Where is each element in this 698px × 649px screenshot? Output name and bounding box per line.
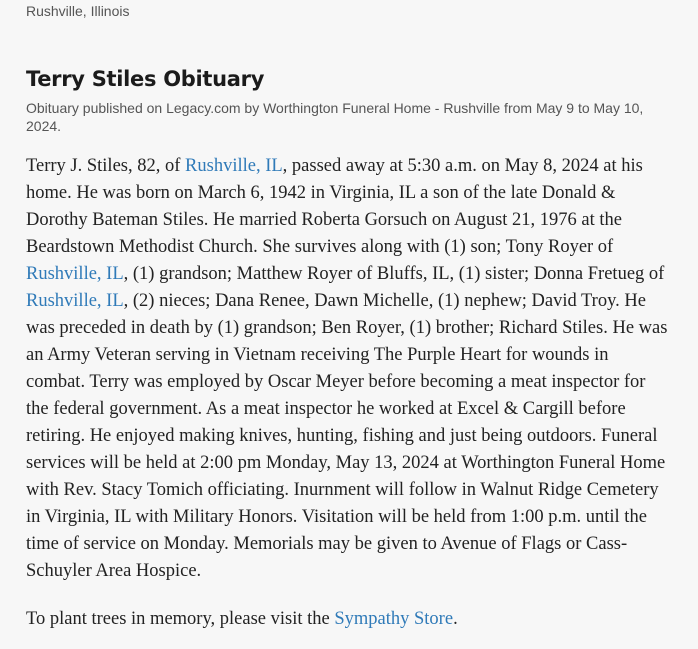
obituary-text-segment: , (2) nieces; Dana Renee, Dawn Michelle, (1) nephew; David Troy. He was preceded in death by (1) grandson; Ben Royer, (1) brother; Richard Stiles. He was an Army Veteran serving in Vietnam receiving The Purple Heart for wounds in combat. Terry was employed by Oscar Meyer before becoming a meat inspector for the federal government. As a meat inspector he worked at Excel & Cargill before retiring. He enjoyed making knives, hunting, fishing and just being outdoors. Funeral services will be held at 2:00 pm Monday, May 13, 2024 at Worthington Funeral Home with Rev. Stacy Tomich officiating. Inurnment will follow in Walnut Ridge Cemetery in Virginia, IL with Military Honors. Visitation will be held from 1:00 p.m. until the time of service on Monday. Memorials may be given to Avenue of Flags or Cass-Schuyler Area Hospice. [26, 291, 668, 581]
rushville-link[interactable]: Rushville, IL [185, 156, 283, 176]
location-label: Rushville, Illinois [26, 3, 130, 19]
published-info: Obituary published on Legacy.com by Worthington Funeral Home - Rushville from May 9 to May 10, 2024. [26, 100, 644, 134]
obituary-paragraph [26, 153, 672, 585]
rushville-link[interactable]: Rushville, IL [26, 264, 124, 284]
plant-trees-suffix: . [453, 609, 458, 629]
rushville-link[interactable]: Rushville, IL [26, 291, 124, 311]
obituary-body [26, 153, 672, 633]
plant-trees-text: To plant trees in memory, please visit the [26, 609, 335, 629]
page-title: Terry Stiles Obituary [26, 67, 265, 91]
obituary-text-segment: Terry J. Stiles, 82, of [26, 156, 186, 176]
obituary-text-segment: , (1) grandson; Matthew Royer of Bluffs, IL, (1) sister; Donna Fretueg of [123, 264, 665, 284]
plant-trees-paragraph [26, 606, 672, 633]
obituary-text-segment: , passed away at 5:30 a.m. on May 8, 2024 at his home. He was born on March 6, 1942 in Virginia, IL a son of the late Donald & Dorothy Bateman Stiles. He married Roberta Gorsuch on August 21, 1976 at the Beardstown Methodist Church. She survives along with (1) son; Tony Royer of [26, 156, 643, 257]
sympathy-store-link[interactable]: Sympathy Store [334, 609, 454, 629]
